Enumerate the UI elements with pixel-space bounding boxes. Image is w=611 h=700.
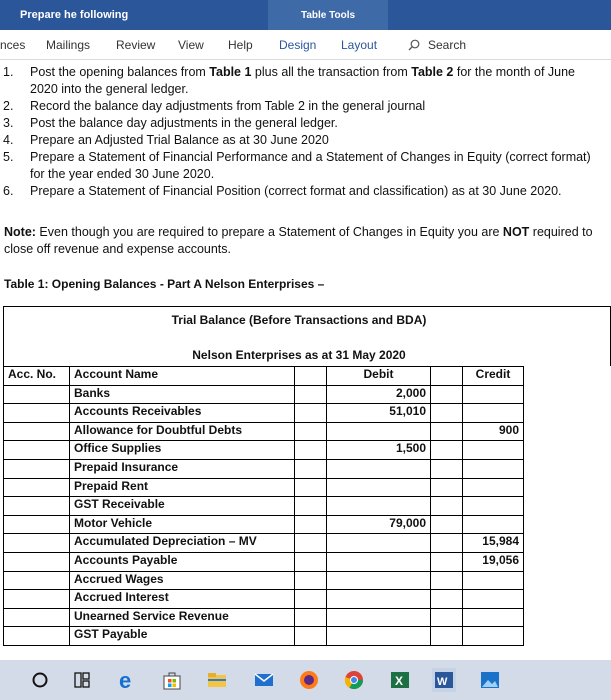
debit-cell	[327, 590, 431, 609]
debit-cell	[327, 422, 431, 441]
note-text: required to close off revenue and expense accounts.	[4, 225, 593, 256]
table-cell	[295, 441, 327, 460]
account-name-cell: Accounts Payable	[70, 552, 295, 571]
trial-balance-subtitle: Nelson Enterprises as at 31 May 2020	[192, 348, 406, 362]
task-bold: Table 2	[411, 65, 454, 79]
list-item	[0, 64, 605, 98]
table-cell	[431, 590, 463, 609]
header-credit: Credit	[463, 367, 524, 386]
account-name-cell: Office Supplies	[70, 441, 295, 460]
search-label[interactable]: Search	[428, 38, 467, 52]
credit-cell	[463, 627, 524, 646]
task-text: Prepare a Statement of Financial Performance and a Statement of Changes in Equity (correct format) for the year ended 30 June 2020.	[30, 150, 591, 181]
trial-balance-title: Trial Balance (Before Transactions and BDA)	[171, 313, 427, 327]
photos-icon[interactable]	[478, 668, 502, 692]
table-row	[4, 441, 524, 460]
credit-cell	[463, 515, 524, 534]
account-name-cell: Accounts Receivables	[70, 404, 295, 423]
note-paragraph	[4, 224, 604, 258]
table-cell	[431, 608, 463, 627]
account-name-cell: GST Payable	[70, 627, 295, 646]
acc-no-cell	[4, 497, 70, 516]
table-cell	[295, 385, 327, 404]
debit-cell: 79,000	[327, 515, 431, 534]
acc-no-cell	[4, 515, 70, 534]
table-cell	[295, 627, 327, 646]
note-text: Even though you are required to prepare a Statement of Changes in Equity you are	[35, 225, 503, 239]
task-view-icon[interactable]	[70, 668, 94, 692]
table-cell	[295, 534, 327, 553]
debit-cell: 1,500	[327, 441, 431, 460]
edge-icon[interactable]	[115, 668, 139, 692]
svg-text:e: e	[119, 668, 132, 692]
debit-cell	[327, 459, 431, 478]
table-tools-context-tab[interactable]: Table Tools	[268, 0, 388, 30]
table-row	[4, 422, 524, 441]
list-number: 4.	[3, 133, 14, 147]
firefox-icon[interactable]	[297, 668, 321, 692]
table-cell	[431, 367, 463, 386]
table-cell	[295, 590, 327, 609]
debit-cell	[327, 478, 431, 497]
table-cell	[431, 459, 463, 478]
credit-cell	[463, 608, 524, 627]
list-number: 6.	[3, 184, 14, 198]
credit-cell	[463, 571, 524, 590]
account-name-cell: Accumulated Depreciation – MV	[70, 534, 295, 553]
table-cell	[295, 422, 327, 441]
table-row	[4, 571, 524, 590]
list-item	[0, 183, 605, 200]
list-item	[0, 132, 605, 149]
debit-cell	[327, 552, 431, 571]
table-header-row	[4, 367, 524, 386]
note-label: Note:	[4, 225, 36, 239]
header-acc-no: Acc. No.	[4, 367, 70, 386]
table-cell	[431, 404, 463, 423]
excel-icon[interactable]	[388, 668, 412, 692]
tab-design[interactable]: Design	[279, 38, 317, 52]
table-cell	[295, 404, 327, 423]
file-explorer-icon[interactable]	[205, 668, 229, 692]
list-number: 3.	[3, 116, 14, 130]
svg-text:W: W	[437, 676, 448, 688]
list-number: 2.	[3, 99, 14, 113]
mail-icon[interactable]	[252, 668, 276, 692]
table-row	[4, 534, 524, 553]
table-cell	[295, 459, 327, 478]
table-row	[4, 497, 524, 516]
credit-cell: 15,984	[463, 534, 524, 553]
trial-balance-table	[3, 366, 524, 646]
table-row	[4, 608, 524, 627]
acc-no-cell	[4, 478, 70, 497]
table-cell	[431, 385, 463, 404]
store-icon[interactable]	[160, 668, 184, 692]
acc-no-cell	[4, 552, 70, 571]
account-name-cell: Banks	[70, 385, 295, 404]
account-name-cell: Accrued Wages	[70, 571, 295, 590]
credit-cell	[463, 459, 524, 478]
search-circle-icon[interactable]	[28, 668, 52, 692]
debit-cell	[327, 571, 431, 590]
task-text: Post the opening balances from	[30, 65, 210, 79]
tab-references[interactable]: nces	[0, 38, 26, 52]
acc-no-cell	[4, 422, 70, 441]
table-row	[4, 385, 524, 404]
table-cell	[295, 552, 327, 571]
task-list	[0, 64, 605, 200]
table-cell	[431, 552, 463, 571]
debit-cell	[327, 627, 431, 646]
header-account-name: Account Name	[70, 367, 295, 386]
search-icon[interactable]	[408, 39, 420, 51]
debit-cell	[327, 497, 431, 516]
table-row	[4, 627, 524, 646]
list-number: 5.	[3, 150, 14, 164]
acc-no-cell	[4, 627, 70, 646]
table-cell	[431, 422, 463, 441]
acc-no-cell	[4, 404, 70, 423]
table-cell	[431, 534, 463, 553]
table-cell	[431, 478, 463, 497]
account-name-cell: Allowance for Doubtful Debts	[70, 422, 295, 441]
table-row	[4, 404, 524, 423]
account-name-cell: Prepaid Insurance	[70, 459, 295, 478]
table-cell	[295, 571, 327, 590]
debit-cell	[327, 608, 431, 627]
credit-cell	[463, 441, 524, 460]
debit-cell	[327, 534, 431, 553]
list-item	[0, 115, 605, 132]
task-bold: Table 1	[209, 65, 252, 79]
debit-cell: 51,010	[327, 404, 431, 423]
debit-cell: 2,000	[327, 385, 431, 404]
taskbar	[0, 660, 611, 700]
account-name-cell: Accrued Interest	[70, 590, 295, 609]
table-cell	[431, 515, 463, 534]
list-item	[0, 98, 605, 115]
table-cell	[431, 441, 463, 460]
svg-text:X: X	[395, 674, 404, 688]
task-text: plus all the transaction from	[251, 65, 412, 79]
credit-cell	[463, 497, 524, 516]
acc-no-cell	[4, 441, 70, 460]
credit-cell	[463, 590, 524, 609]
tab-help[interactable]: Help	[228, 38, 253, 52]
acc-no-cell	[4, 385, 70, 404]
credit-cell	[463, 478, 524, 497]
task-text: Prepare a Statement of Financial Position (correct format and classification) as at 30 June 2020.	[30, 184, 562, 198]
document-title: Prepare he following	[20, 9, 129, 21]
list-number: 1.	[3, 65, 14, 79]
account-name-cell: Motor Vehicle	[70, 515, 295, 534]
account-name-cell: Unearned Service Revenue	[70, 608, 295, 627]
tab-mailings[interactable]: Mailings	[46, 38, 91, 52]
task-text: Prepare an Adjusted Trial Balance as at 30 June 2020	[30, 133, 329, 147]
credit-cell	[463, 385, 524, 404]
credit-cell	[463, 404, 524, 423]
acc-no-cell	[4, 571, 70, 590]
acc-no-cell	[4, 590, 70, 609]
chrome-icon[interactable]	[342, 668, 366, 692]
table-row	[4, 552, 524, 571]
document-body	[0, 60, 611, 660]
task-text: Post the balance day adjustments in the general ledger.	[30, 116, 338, 130]
word-icon[interactable]	[432, 668, 456, 692]
table-row	[4, 459, 524, 478]
acc-no-cell	[4, 534, 70, 553]
tab-review[interactable]: Review	[116, 38, 156, 52]
table-row	[4, 590, 524, 609]
table-cell	[295, 515, 327, 534]
tab-view[interactable]: View	[178, 38, 204, 52]
table-cell	[431, 571, 463, 590]
account-name-cell: GST Receivable	[70, 497, 295, 516]
table-cell	[295, 478, 327, 497]
credit-cell: 900	[463, 422, 524, 441]
ribbon-tabs	[0, 30, 611, 60]
table-row	[4, 515, 524, 534]
acc-no-cell	[4, 608, 70, 627]
task-text: Record the balance day adjustments from Table 2 in the general journal	[30, 99, 426, 113]
note-emphasis: NOT	[502, 225, 530, 239]
credit-cell: 19,056	[463, 552, 524, 571]
acc-no-cell	[4, 459, 70, 478]
header-debit: Debit	[327, 367, 431, 386]
trial-balance-header	[3, 306, 611, 366]
task-text: for the month of June 2020 into the general ledger.	[30, 65, 575, 96]
table-cell	[431, 497, 463, 516]
table-cell	[431, 627, 463, 646]
account-name-cell: Prepaid Rent	[70, 478, 295, 497]
table-cell	[295, 497, 327, 516]
table-cell	[295, 608, 327, 627]
list-item	[0, 149, 605, 183]
tab-layout[interactable]: Layout	[341, 38, 378, 52]
table-cell	[295, 367, 327, 386]
table-row	[4, 478, 524, 497]
table-caption: Table 1: Opening Balances - Part A Nelson Enterprises –	[4, 277, 325, 291]
